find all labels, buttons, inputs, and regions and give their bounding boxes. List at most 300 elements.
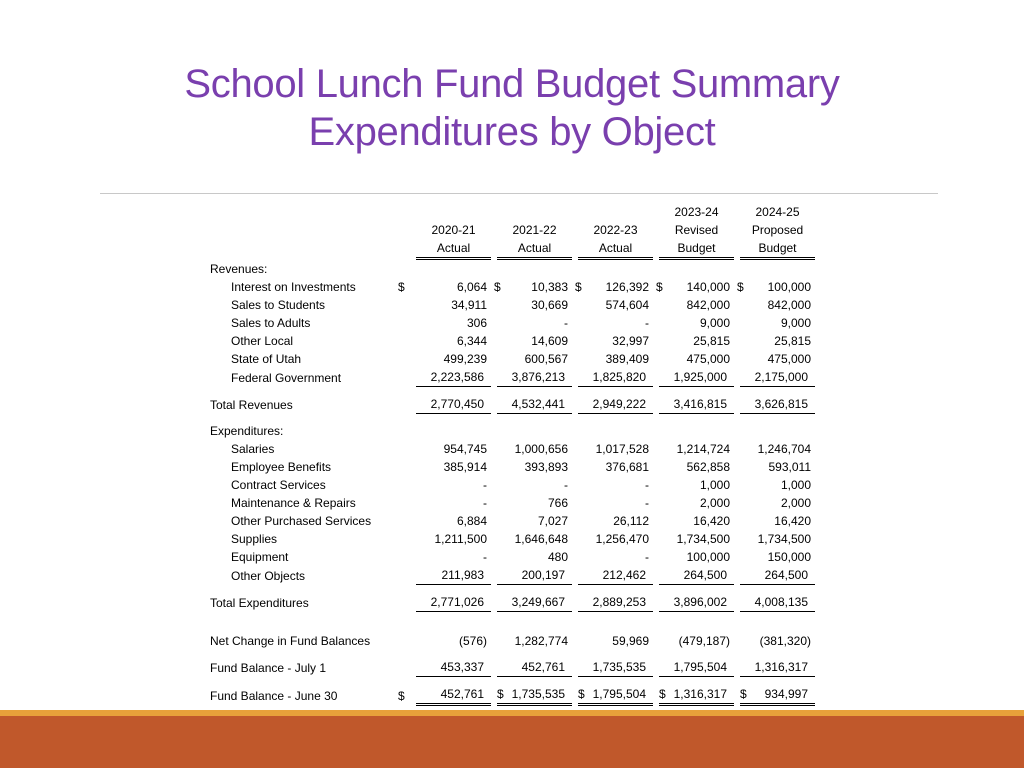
currency-symbol: $ — [740, 687, 747, 701]
value-cell — [575, 685, 656, 706]
row-label: Federal Government — [231, 370, 342, 385]
column-header-text: Actual — [416, 239, 491, 260]
row-label: Equipment — [231, 550, 289, 564]
value: 393,893 — [524, 460, 568, 474]
table-row — [210, 332, 818, 350]
value: 499,239 — [443, 352, 487, 366]
value: 562,858 — [686, 460, 730, 474]
row-label: Maintenance & Repairs — [231, 496, 356, 510]
value: 1,925,000 — [673, 370, 727, 384]
value: 1,017,528 — [595, 442, 649, 456]
value-cell — [656, 593, 737, 612]
value: 4,532,441 — [511, 397, 565, 411]
value-cell — [494, 395, 575, 414]
value: - — [564, 316, 568, 330]
value-cell — [494, 566, 575, 585]
value-cell — [737, 458, 818, 476]
column-header — [494, 239, 575, 260]
value-cell — [494, 512, 575, 530]
table-row — [210, 566, 818, 585]
value: 150,000 — [767, 550, 811, 564]
value-cell — [656, 530, 737, 548]
value: 306 — [466, 316, 487, 330]
value-cell — [737, 395, 818, 414]
footer-bar — [0, 716, 1024, 768]
value-cell — [494, 368, 575, 387]
value: 1,734,500 — [757, 532, 811, 546]
value-cell — [413, 368, 494, 387]
value-cell — [413, 566, 494, 585]
column-header-text: Actual — [497, 239, 572, 260]
value-cell — [494, 440, 575, 458]
value-cell — [575, 593, 656, 612]
value-cell — [656, 632, 737, 650]
currency-symbol: $ — [497, 687, 504, 701]
row-gap — [398, 350, 413, 368]
column-header-text: Revised — [674, 223, 719, 237]
value-cell — [494, 278, 575, 296]
value: 2,771,026 — [430, 595, 484, 609]
value-cell — [413, 512, 494, 530]
value: 453,337 — [440, 660, 484, 674]
value: 1,795,504 — [592, 687, 646, 701]
spacer-row — [210, 677, 818, 685]
value-cell — [656, 548, 737, 566]
value-cell — [413, 593, 494, 612]
value: 1,000 — [699, 478, 730, 492]
value-cell — [656, 658, 737, 677]
column-header — [575, 239, 656, 260]
value: 934,997 — [764, 687, 808, 701]
table-row — [210, 458, 818, 476]
value-cell — [737, 476, 818, 494]
value-cell — [575, 494, 656, 512]
value: 2,000 — [699, 496, 730, 510]
currency-symbol: $ — [656, 280, 663, 294]
value: 389,409 — [605, 352, 649, 366]
value: (479,187) — [678, 634, 730, 648]
row-label: Total Revenues — [210, 397, 293, 412]
row-gap — [398, 685, 413, 706]
section-heading: Revenues: — [210, 262, 268, 276]
header-row — [210, 221, 818, 239]
value: - — [645, 550, 649, 564]
value: 140,000 — [686, 280, 730, 294]
value-cell — [413, 350, 494, 368]
spacer-row — [210, 414, 818, 422]
value: 480 — [547, 550, 568, 564]
currency-symbol: $ — [659, 687, 666, 701]
value-cell — [494, 494, 575, 512]
header-gap-cell — [398, 221, 413, 239]
fund-balance-june-row — [210, 685, 818, 706]
currency-symbol: $ — [494, 280, 501, 294]
value: 1,825,820 — [592, 370, 646, 384]
row-gap — [398, 548, 413, 566]
value-cell — [575, 332, 656, 350]
currency-symbol: $ — [575, 280, 582, 294]
value: 1,211,500 — [434, 532, 487, 546]
table-row — [210, 296, 818, 314]
table-row — [210, 350, 818, 368]
value: 475,000 — [686, 352, 730, 366]
value-cell — [413, 530, 494, 548]
value: 842,000 — [767, 298, 811, 312]
value-cell — [575, 530, 656, 548]
value: 9,000 — [780, 316, 811, 330]
value: 6,344 — [456, 334, 487, 348]
spacer-row — [210, 650, 818, 658]
value-cell — [575, 314, 656, 332]
row-label: Supplies — [231, 532, 278, 546]
value: 25,815 — [774, 334, 811, 348]
value: 574,604 — [605, 298, 649, 312]
row-gap — [398, 395, 413, 414]
value-cell — [413, 314, 494, 332]
spacer-row — [210, 612, 818, 632]
value-cell — [575, 566, 656, 585]
value: 6,884 — [456, 514, 487, 528]
currency-symbol: $ — [398, 280, 405, 294]
column-header — [737, 221, 818, 239]
value-cell — [575, 658, 656, 677]
table-row — [210, 314, 818, 332]
table-row — [210, 476, 818, 494]
title-line-2: Expenditures by Object — [308, 110, 716, 154]
value-cell — [737, 332, 818, 350]
column-header-text: Actual — [578, 239, 653, 260]
value-cell — [494, 632, 575, 650]
currency-symbol: $ — [737, 280, 744, 294]
value: 26,112 — [613, 514, 649, 528]
value: 10,383 — [531, 280, 568, 294]
value-cell — [413, 458, 494, 476]
value-cell — [575, 548, 656, 566]
column-header — [494, 221, 575, 239]
value: - — [645, 478, 649, 492]
value: - — [564, 478, 568, 492]
column-header — [413, 203, 494, 221]
value: 3,896,002 — [673, 595, 727, 609]
row-gap — [398, 314, 413, 332]
value: 3,626,815 — [754, 397, 808, 411]
row-label: Contract Services — [231, 478, 326, 492]
value: 16,420 — [693, 514, 730, 528]
value: 2,949,222 — [592, 397, 646, 411]
value-cell — [656, 685, 737, 706]
value: 30,669 — [531, 298, 568, 312]
value: 385,914 — [443, 460, 487, 474]
value-cell — [494, 530, 575, 548]
column-header-text: Budget — [740, 239, 815, 260]
value: 211,983 — [441, 568, 484, 582]
value: 264,500 — [764, 568, 808, 582]
value: 842,000 — [686, 298, 730, 312]
value: (381,320) — [759, 634, 811, 648]
table-row — [210, 278, 818, 296]
value: 2,770,450 — [430, 397, 484, 411]
value: 1,795,504 — [673, 660, 727, 674]
value-cell — [656, 296, 737, 314]
section-heading-row — [210, 422, 818, 440]
value-cell — [413, 440, 494, 458]
value-cell — [413, 278, 494, 296]
value: 16,420 — [774, 514, 811, 528]
value-cell — [737, 314, 818, 332]
value-cell — [494, 476, 575, 494]
value-cell — [656, 278, 737, 296]
table-row — [210, 530, 818, 548]
row-gap — [398, 476, 413, 494]
value-cell — [656, 314, 737, 332]
value: 59,969 — [612, 634, 649, 648]
title-line-1: School Lunch Fund Budget Summary — [184, 62, 840, 106]
title-divider — [100, 193, 938, 194]
row-label: Employee Benefits — [231, 460, 332, 474]
value-cell — [656, 476, 737, 494]
column-header — [575, 221, 656, 239]
row-label: Fund Balance - June 30 — [210, 688, 338, 703]
value: 452,761 — [521, 660, 565, 674]
value: 593,011 — [768, 460, 811, 474]
value-cell — [737, 512, 818, 530]
total-expenditures-row — [210, 593, 818, 612]
value-cell — [575, 458, 656, 476]
row-gap — [398, 368, 413, 387]
column-header-text: Proposed — [751, 223, 804, 237]
value-cell — [413, 685, 494, 706]
row-gap — [398, 278, 413, 296]
header-label-cell — [210, 239, 398, 260]
slide-title — [0, 60, 1024, 156]
value-cell — [737, 440, 818, 458]
value: 2,175,000 — [754, 370, 808, 384]
value: 14,609 — [531, 334, 568, 348]
value: 3,416,815 — [673, 397, 727, 411]
header-gap-cell — [398, 239, 413, 260]
value: 1,735,535 — [511, 687, 565, 701]
row-gap — [398, 658, 413, 677]
table-row — [210, 512, 818, 530]
currency-symbol: $ — [398, 688, 405, 703]
column-header — [737, 239, 818, 260]
value-cell — [575, 512, 656, 530]
currency-symbol: $ — [578, 687, 585, 701]
fund-balance-july-row — [210, 658, 818, 677]
value: 264,500 — [683, 568, 727, 582]
row-label: Other Local — [231, 334, 294, 348]
value-cell — [413, 548, 494, 566]
value: 1,000,656 — [514, 442, 568, 456]
spacer-row — [210, 585, 818, 593]
column-header — [413, 239, 494, 260]
value-cell — [494, 685, 575, 706]
header-row — [210, 203, 818, 221]
value-cell — [413, 332, 494, 350]
row-gap — [398, 332, 413, 350]
value: - — [483, 550, 487, 564]
row-gap — [398, 566, 413, 585]
row-label: Salaries — [231, 442, 275, 456]
value-cell — [413, 296, 494, 314]
table-row — [210, 548, 818, 566]
header-gap-cell — [398, 203, 413, 221]
value-cell — [737, 350, 818, 368]
value: 9,000 — [699, 316, 730, 330]
column-header — [737, 203, 818, 221]
value-cell — [494, 350, 575, 368]
value-cell — [737, 278, 818, 296]
value-cell — [575, 476, 656, 494]
value-cell — [656, 458, 737, 476]
column-header-text: 2020-21 — [431, 223, 476, 237]
value-cell — [413, 476, 494, 494]
value-cell — [494, 658, 575, 677]
value-cell — [413, 658, 494, 677]
value-cell — [494, 332, 575, 350]
value-cell — [494, 314, 575, 332]
total-revenues-row — [210, 395, 818, 414]
budget-table — [210, 203, 818, 706]
value: 1,734,500 — [676, 532, 730, 546]
value: 3,249,667 — [511, 595, 565, 609]
value-cell — [575, 440, 656, 458]
value: 1,735,535 — [592, 660, 646, 674]
value: 1,000 — [780, 478, 811, 492]
value-cell — [737, 593, 818, 612]
budget-table-body — [210, 203, 818, 706]
value-cell — [656, 566, 737, 585]
value-cell — [413, 494, 494, 512]
value: 600,567 — [524, 352, 568, 366]
value-cell — [737, 494, 818, 512]
value: - — [645, 496, 649, 510]
value: 1,256,470 — [595, 532, 649, 546]
value: 100,000 — [686, 550, 730, 564]
row-label: Net Change in Fund Balances — [210, 634, 371, 648]
section-heading-row — [210, 260, 818, 278]
column-header — [656, 221, 737, 239]
value: - — [483, 478, 487, 492]
value-cell — [737, 658, 818, 677]
value-cell — [737, 296, 818, 314]
column-header — [413, 221, 494, 239]
value-cell — [656, 440, 737, 458]
value: 4,008,135 — [754, 595, 808, 609]
value-cell — [737, 685, 818, 706]
value: 1,282,774 — [514, 634, 568, 648]
row-gap — [398, 593, 413, 612]
value-cell — [656, 350, 737, 368]
row-gap — [398, 458, 413, 476]
value-cell — [656, 368, 737, 387]
row-gap — [398, 296, 413, 314]
row-gap — [398, 632, 413, 650]
value-cell — [494, 548, 575, 566]
column-header-text: 2023-24 — [674, 205, 719, 219]
row-label: Interest on Investments — [231, 280, 356, 294]
row-label: State of Utah — [231, 352, 302, 366]
value: 7,027 — [537, 514, 568, 528]
value: 1,316,317 — [754, 660, 808, 674]
column-header — [656, 203, 737, 221]
value-cell — [494, 593, 575, 612]
table-row — [210, 368, 818, 387]
value: 200,197 — [521, 568, 565, 582]
value: - — [645, 316, 649, 330]
value-cell — [575, 350, 656, 368]
value: 212,462 — [602, 568, 646, 582]
value-cell — [575, 368, 656, 387]
value: 376,681 — [605, 460, 649, 474]
value-cell — [494, 458, 575, 476]
value-cell — [737, 530, 818, 548]
value-cell — [737, 632, 818, 650]
row-label: Sales to Adults — [231, 316, 311, 330]
column-header-text: Budget — [659, 239, 734, 260]
column-header — [494, 203, 575, 221]
value: 34,911 — [451, 298, 487, 312]
value-cell — [575, 632, 656, 650]
value-cell — [575, 395, 656, 414]
value-cell — [656, 332, 737, 350]
row-label: Other Purchased Services — [231, 514, 372, 528]
value: 3,876,213 — [511, 370, 565, 384]
value: (576) — [458, 634, 487, 648]
value-cell — [656, 494, 737, 512]
header-label-cell — [210, 221, 398, 239]
value-cell — [656, 395, 737, 414]
value-cell — [575, 278, 656, 296]
value: 1,316,317 — [673, 687, 727, 701]
value: 25,815 — [693, 334, 730, 348]
value: 2,000 — [780, 496, 811, 510]
column-header-text: 2022-23 — [593, 223, 638, 237]
value: - — [483, 496, 487, 510]
table-row — [210, 494, 818, 512]
value: 1,246,704 — [757, 442, 811, 456]
row-label: Fund Balance - July 1 — [210, 660, 327, 675]
value: 6,064 — [456, 280, 487, 294]
value: 1,646,648 — [514, 532, 568, 546]
column-header — [656, 239, 737, 260]
row-gap — [398, 494, 413, 512]
value: 2,889,253 — [592, 595, 646, 609]
row-label: Other Objects — [231, 568, 306, 583]
table-row — [210, 440, 818, 458]
spacer-row — [210, 387, 818, 395]
value: 100,000 — [767, 280, 811, 294]
column-header-text: 2024-25 — [755, 205, 800, 219]
row-gap — [398, 440, 413, 458]
value-cell — [737, 566, 818, 585]
net-change-row — [210, 632, 818, 650]
value-cell — [494, 296, 575, 314]
value: 954,745 — [443, 442, 487, 456]
value: 126,392 — [605, 280, 649, 294]
row-gap — [398, 530, 413, 548]
row-label: Sales to Students — [231, 298, 326, 312]
row-label: Total Expenditures — [210, 595, 309, 610]
value: 452,761 — [440, 687, 484, 701]
value-cell — [413, 395, 494, 414]
section-heading: Expenditures: — [210, 424, 284, 438]
value: 475,000 — [767, 352, 811, 366]
value-cell — [737, 548, 818, 566]
value-cell — [656, 512, 737, 530]
row-gap — [398, 512, 413, 530]
header-label-cell — [210, 203, 398, 221]
